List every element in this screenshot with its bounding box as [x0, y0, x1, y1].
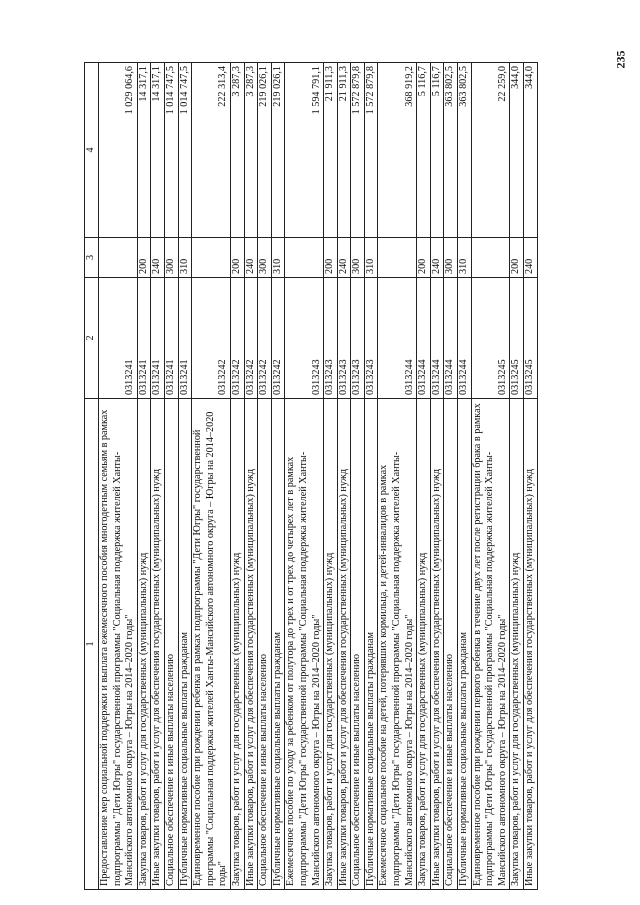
row-target-code: 0313245: [471, 278, 510, 399]
row-amount: 21 911,3: [324, 63, 338, 238]
row-amount: 363 802,5: [458, 63, 472, 238]
row-amount: 344,0: [510, 63, 524, 238]
row-amount: 1 594 791,1: [285, 63, 324, 238]
row-description: Закупка товаров, работ и услуг для государственных (муниципальных) нужд: [230, 399, 244, 890]
row-description: Иные закупки товаров, работ и услуг для обеспечения государственных (муниципальных) нужд: [524, 399, 538, 890]
row-target-code: 0313244: [417, 278, 431, 399]
row-expense-type: 300: [258, 238, 272, 278]
row-description: Публичные нормативные социальные выплаты гражданам: [178, 399, 192, 890]
table-row: [378, 63, 417, 890]
row-target-code: 0313244: [430, 278, 444, 399]
row-description: Социальное обеспечение и иные выплаты населению: [258, 399, 272, 890]
row-expense-type: [378, 238, 417, 278]
table-row: [99, 63, 138, 890]
row-target-code: 0313243: [337, 278, 351, 399]
table-row: [471, 63, 510, 890]
row-description: Закупка товаров, работ и услуг для государственных (муниципальных) нужд: [510, 399, 524, 890]
row-description: Закупка товаров, работ и услуг для государственных (муниципальных) нужд: [417, 399, 431, 890]
row-target-code: 0313243: [351, 278, 365, 399]
rotated-table-container: [84, 63, 593, 890]
row-description: Закупка товаров, работ и услуг для государственных (муниципальных) нужд: [324, 399, 338, 890]
row-target-code: 0313241: [151, 278, 165, 399]
row-amount: 1 029 064,6: [99, 63, 138, 238]
table-header-row: [85, 63, 99, 890]
row-expense-type: [285, 238, 324, 278]
row-expense-type: 200: [324, 238, 338, 278]
row-target-code: 0313245: [510, 278, 524, 399]
row-amount: 344,0: [524, 63, 538, 238]
header-col-3: 3: [85, 238, 99, 278]
row-expense-type: 240: [244, 238, 258, 278]
row-amount: 14 317,1: [137, 63, 151, 238]
table-row: [524, 63, 538, 890]
table-row: [151, 63, 165, 890]
row-expense-type: 240: [337, 238, 351, 278]
table-row: [258, 63, 272, 890]
row-expense-type: 240: [524, 238, 538, 278]
row-amount: 219 026,1: [258, 63, 272, 238]
row-target-code: 0313244: [444, 278, 458, 399]
table-row: [285, 63, 324, 890]
row-target-code: 0313242: [258, 278, 272, 399]
row-description: Социальное обеспечение и иные выплаты населению: [164, 399, 178, 890]
row-expense-type: 200: [510, 238, 524, 278]
row-description: Единовременное пособие при рождении ребенка в рамках подпрограммы "Дети Югры" государственной программы "Социальная поддержка жителей Ханты-Мансийского автономного округа – Югры на 2014–2020 годы": [192, 399, 231, 890]
row-description: Иные закупки товаров, работ и услуг для обеспечения государственных (муниципальных) нужд: [151, 399, 165, 890]
header-col-2: 2: [85, 278, 99, 399]
row-expense-type: [99, 238, 138, 278]
row-target-code: 0313242: [192, 278, 231, 399]
row-expense-type: 300: [444, 238, 458, 278]
row-description: Единовременное пособие при рождении первого ребенка в течение двух лет после регистрации брака в рамках подпрограммы "Дети Югры" государственной программы "Социальная поддержка жителей Ханты-Мансийского автономного округа – Югры на 2014–2020 годы": [471, 399, 510, 890]
row-description: Иные закупки товаров, работ и услуг для обеспечения государственных (муниципальных) нужд: [244, 399, 258, 890]
table-row: [458, 63, 472, 890]
row-target-code: 0313245: [524, 278, 538, 399]
table-row: [430, 63, 444, 890]
row-description: Социальное обеспечение и иные выплаты населению: [444, 399, 458, 890]
row-amount: 5 116,7: [417, 63, 431, 238]
row-amount: 1 014 747,5: [164, 63, 178, 238]
row-amount: 22 259,0: [471, 63, 510, 238]
row-target-code: 0313243: [324, 278, 338, 399]
row-description: Ежемесячное социальное пособие на детей, потерявших кормильца, и детей-инвалидов в рамках подпрограммы "Дети Югры" государственной программы "Социальная поддержка жителей Ханты-Мансийского автономного округа – Югры на 2014–2020 годы": [378, 399, 417, 890]
row-target-code: 0313241: [99, 278, 138, 399]
table-row: [444, 63, 458, 890]
row-target-code: 0313241: [164, 278, 178, 399]
row-amount: 21 911,3: [337, 63, 351, 238]
table-row: [271, 63, 285, 890]
row-amount: 5 116,7: [430, 63, 444, 238]
header-col-1: 1: [85, 399, 99, 890]
header-col-4: 4: [85, 63, 99, 238]
table-row: [192, 63, 231, 890]
page-number-text: 235: [613, 50, 628, 68]
page-number: [611, 44, 631, 74]
table-row: [364, 63, 378, 890]
row-target-code: 0313242: [271, 278, 285, 399]
table-row: [351, 63, 365, 890]
row-description: Иные закупки товаров, работ и услуг для обеспечения государственных (муниципальных) нужд: [337, 399, 351, 890]
row-target-code: 0313243: [364, 278, 378, 399]
row-expense-type: 310: [458, 238, 472, 278]
table-row: [324, 63, 338, 890]
row-description: Публичные нормативные социальные выплаты гражданам: [458, 399, 472, 890]
row-target-code: 0313242: [244, 278, 258, 399]
table-row: [510, 63, 524, 890]
table-body: [99, 63, 538, 890]
row-amount: 3 287,3: [230, 63, 244, 238]
table-row: [137, 63, 151, 890]
row-amount: 1 572 879,8: [364, 63, 378, 238]
row-expense-type: 200: [137, 238, 151, 278]
table-row: [164, 63, 178, 890]
row-amount: 368 919,2: [378, 63, 417, 238]
row-description: Публичные нормативные социальные выплаты гражданам: [364, 399, 378, 890]
budget-table: [84, 62, 538, 890]
row-target-code: 0313244: [458, 278, 472, 399]
row-description: Социальное обеспечение и иные выплаты населению: [351, 399, 365, 890]
row-expense-type: 200: [230, 238, 244, 278]
row-expense-type: [471, 238, 510, 278]
row-expense-type: 310: [364, 238, 378, 278]
row-expense-type: 310: [178, 238, 192, 278]
row-description: Ежемесячное пособие по уходу за ребенком от полутора до трех и от трех до четырех лет в рамках подпрограммы "Дети Югры" государственной программы "Социальная поддержка жителей Ханты-Мансийского автономного округа – Югры на 2014–2020 годы": [285, 399, 324, 890]
row-expense-type: [192, 238, 231, 278]
table-row: [230, 63, 244, 890]
row-target-code: 0313241: [178, 278, 192, 399]
row-expense-type: 300: [351, 238, 365, 278]
row-expense-type: 310: [271, 238, 285, 278]
row-amount: 3 287,3: [244, 63, 258, 238]
row-expense-type: 200: [417, 238, 431, 278]
row-amount: 219 026,1: [271, 63, 285, 238]
row-expense-type: 240: [430, 238, 444, 278]
row-description: Иные закупки товаров, работ и услуг для обеспечения государственных (муниципальных) нужд: [430, 399, 444, 890]
row-amount: 363 802,5: [444, 63, 458, 238]
row-target-code: 0313241: [137, 278, 151, 399]
row-amount: 14 317,1: [151, 63, 165, 238]
table-row: [244, 63, 258, 890]
row-expense-type: 300: [164, 238, 178, 278]
row-description: Предоставление мер социальной поддержки и выплата ежемесячного пособия многодетным семьям в рамках подпрограммы "Дети Югры" государственной программы "Социальная поддержка жителей Ханты-Мансийского автономного округа – Югры на 2014–2020 годы": [99, 399, 138, 890]
row-target-code: 0313242: [230, 278, 244, 399]
table-row: [178, 63, 192, 890]
row-target-code: 0313244: [378, 278, 417, 399]
table-row: [337, 63, 351, 890]
table-row: [417, 63, 431, 890]
row-expense-type: 240: [151, 238, 165, 278]
row-amount: 1 014 747,5: [178, 63, 192, 238]
row-target-code: 0313243: [285, 278, 324, 399]
row-amount: 1 572 879,8: [351, 63, 365, 238]
row-description: Закупка товаров, работ и услуг для государственных (муниципальных) нужд: [137, 399, 151, 890]
row-description: Публичные нормативные социальные выплаты гражданам: [271, 399, 285, 890]
row-amount: 222 313,4: [192, 63, 231, 238]
